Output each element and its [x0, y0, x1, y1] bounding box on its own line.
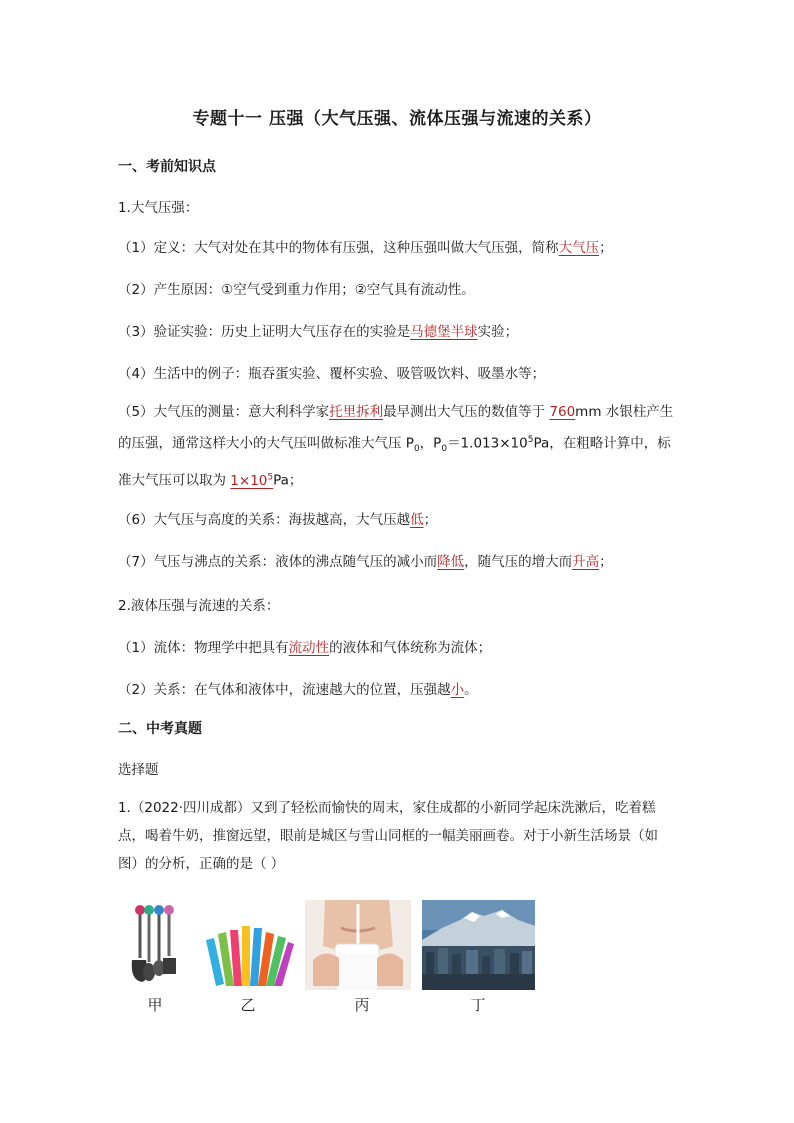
answer-blank: 马德堡半球: [410, 324, 478, 340]
subheading-atmospheric-pressure: 1.大气压强：: [118, 200, 199, 216]
item-examples: （4）生活中的例子：瓶吞蛋实验、覆杯实验、吸管吸饮料、吸墨水等；: [118, 366, 546, 382]
item-measurement: （5）大气压的测量：意大利科学家托里拆利最早测出大气压的数值等于 760mm 水银柱产生的压强，通常这样大小的大气压叫做标准大气压 $P_0$，$P_0=1.013\times 10^5Pa$，在粗略计算中，标准大气压可以取为 $1\times 10^5Pa$；: [118, 404, 674, 489]
question-1: 1.（2022·四川成都）又到了轻松而愉快的周末，家住成都的小新同学起床洗漱后，吃着糕点，喝着牛奶，推窗远望，眼前是城区与雪山同框的一幅美丽画卷。对于小新生活场景（如图）的分析，正确的是（ ）: [118, 800, 658, 872]
figure-straws-image: [200, 900, 296, 992]
item-cause: （2）产生原因：①空气受到重力作用；②空气具有流动性。: [118, 282, 475, 298]
subheading-fluid-pressure: 2.液体压强与流速的关系：: [118, 598, 280, 614]
figure-label-bing: 丙: [354, 996, 370, 1014]
answer-blank: 低: [410, 512, 424, 528]
section-heading-knowledge: 一、考前知识点: [118, 159, 216, 175]
figure-row: [118, 900, 558, 1020]
answer-blank: 小: [450, 682, 465, 698]
item-altitude: （6）大气压与高度的关系：海拔越高，大气压越低；: [118, 512, 438, 528]
figure-city-mountain-image: [422, 900, 535, 994]
answer-blank: 降低: [437, 554, 465, 570]
item-verification: （3）验证实验：历史上证明大气压存在的实验是马德堡半球实验；: [118, 324, 519, 340]
figure-label-ding: 丁: [470, 996, 486, 1014]
item-definition: （1）定义：大气对处在其中的物体有压强，这种压强叫做大气压强，简称大气压；: [118, 240, 613, 256]
figure-label-yi: 乙: [240, 996, 256, 1014]
answer-blank: 大气压: [558, 240, 600, 256]
figure-ladles-image: [126, 900, 184, 992]
figure-label-jia: 甲: [147, 996, 163, 1014]
figure-drinking-milk-image: [305, 900, 411, 994]
section-heading-exam: 二、中考真题: [118, 721, 202, 737]
item-fluid-definition: （1）流体：物理学中把具有流动性的液体和气体统称为流体；: [118, 640, 492, 656]
subheading-choice: 选择题: [118, 762, 159, 778]
answer-blank: 托里拆利: [329, 404, 384, 420]
answer-blank: 流动性: [288, 640, 330, 656]
answer-blank: 760: [549, 404, 576, 420]
answer-blank: 升高: [572, 554, 600, 570]
item-boiling-point: （7）气压与沸点的关系：液体的沸点随气压的减小而降低，随气压的增大而升高；: [118, 554, 613, 570]
answer-blank: $1\times 10^5$: [230, 472, 274, 489]
item-fluid-relation: （2）关系：在气体和液体中，流速越大的位置，压强越小。: [118, 682, 478, 698]
page-title: 专题十一 压强（大气压强、流体压强与流速的关系）: [192, 109, 602, 129]
